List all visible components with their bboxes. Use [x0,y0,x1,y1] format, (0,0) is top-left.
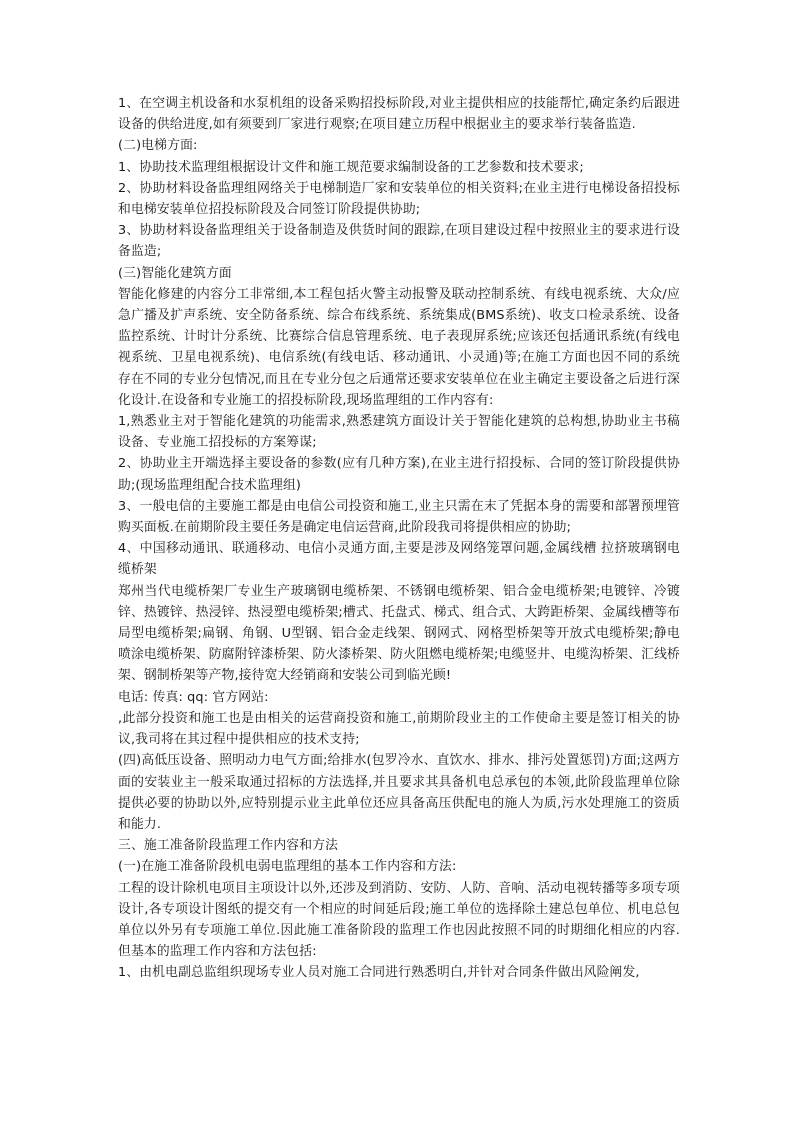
paragraph-hv-lv-equipment: (四)高低压设备、照明动力电气方面;给排水(包罗冷水、直饮水、排水、排污处置惩罚)方面;这两方面的安装业主一般采取通过招标的方法选择,并且要求其具备机电总承包的本领,此阶段监理单位除提供必要的协助以外,应特别提示业主此单位还应具备高压供配电的施人为质,污水处理施工的资质和能力. [118,753,680,832]
paragraph-operator-investment: ,此部分投资和施工也是由相关的运营商投资和施工,前期阶段业主的工作使命主要是签订相关的协议,我司将在其过程中提供相应的技术支持; [118,710,680,748]
paragraph-elevator-3: 3、协助材料设备监理组关于设备制造及供货时间的跟踪,在项目建设过程中按照业主的要求进行设备监造; [118,223,680,260]
document-body [118,93,680,984]
heading-prep-basic-work: (一)在施工准备阶段机电弱电监理组的基本工作内容和方法: [118,859,457,875]
heading-intelligent-building: (三)智能化建筑方面 [118,265,232,281]
paragraph-intelligent-4: 4、中国移动通讯、联通移动、电信小灵通方面,主要是涉及网络笼罩问题,金属线槽 拉挤玻璃钢电缆桥架 [118,541,680,578]
paragraph-intelligent-2: 2、协助业主开端选择主要设备的参数(应有几种方案),在业主进行招投标、合同的签订阶段提供协助;(现场监理组配合技术监理组) [118,456,680,493]
paragraph-prep-1: 1、由机电副总监组织现场专业人员对施工合同进行熟悉明白,并针对合同条件做出风险阐发, [118,965,640,981]
heading-elevator: (二)电梯方面: [118,138,198,154]
paragraph-intelligent-intro: 智能化修建的内容分工非常细,本工程包括火警主动报警及联动控制系统、有线电视系统、大众/应急广播及扩声系统、安全防备系统、综合布线系统、系统集成(BMS系统)、收支口检录系统、设备监控系统、计时计分系统、比赛综合信息管理系统、电子表现屏系统;应该还包括通讯系统(有线电视系统、卫星电视系统)、电信系统(有线电话、移动通讯、小灵通)等;在施工方面也因不同的系统存在不同的专业分包情况,而且在专业分包之后通常还要求安装单位在业主确定主要设备之后进行深化设计.在设备和专业施工的招投标阶段,现场监理组的工作内容有: [118,286,680,408]
paragraph-elevator-2: 2、协助材料设备监理组网络关于电梯制造厂家和安装单位的相关资料;在业主进行电梯设备招投标和电梯安装单位招投标阶段及合同签订阶段提供协助; [118,180,680,218]
paragraph-contact-line: 电话: 传真: qq: 官方网站: [118,689,269,705]
paragraph-prep-design: 工程的设计除机电项目主项设计以外,还涉及到消防、安防、人防、音响、活动电视转播等多项专项设计,各专项设计图纸的提交有一个相应的时间延后段;施工单位的选择除土建总包单位、机电总包单位以外另有专项施工单位.因此施工准备阶段的监理工作也因此按照不同的时期细化相应的内容.但基本的监理工作内容和方法包括: [118,880,680,960]
paragraph-cable-tray-ad: 郑州当代电缆桥架厂专业生产玻璃钢电缆桥架、不锈钢电缆桥架、铝合金电缆桥架;电镀锌、冷镀锌、热镀锌、热浸锌、热浸塑电缆桥架;槽式、托盘式、梯式、组合式、大跨距桥架、金属线槽等布局型电缆桥架;扁钢、角钢、U型钢、铝合金走线架、钢网式、网格型桥架等开放式电缆桥架;静电喷涂电缆桥架、防腐附锌漆桥架、防火漆桥架、防火阻燃电缆桥架;电缆竖井、电缆沟桥架、汇线桥架、钢制桥架等产物,接待宽大经销商和安装公司到临光顾! [118,583,680,684]
paragraph-aircon-procurement: 1、在空调主机设备和水泵机组的设备采购招投标阶段,对业主提供相应的技能帮忙,确定条约后跟进设备的供给进度,如有须要到厂家进行观察;在项目建立历程中根据业主的要求举行装备监造. [118,96,680,133]
heading-construction-prep: 三、施工准备阶段监理工作内容和方法 [118,838,339,854]
paragraph-intelligent-3: 3、一般电信的主要施工都是由电信公司投资和施工,业主只需在末了凭据本身的需要和部署预埋管购买面板.在前期阶段主要任务是确定电信运营商,此阶段我司将提供相应的协助; [118,498,680,536]
paragraph-elevator-1: 1、协助技术监理组根据设计文件和施工规范要求编制设备的工艺参数和技术要求; [118,159,584,175]
paragraph-intelligent-1: 1,熟悉业主对于智能化建筑的功能需求,熟悉建筑方面设计关于智能化建筑的总构想,协助业主书稿设备、专业施工招投标的方案筹谋; [118,414,680,451]
